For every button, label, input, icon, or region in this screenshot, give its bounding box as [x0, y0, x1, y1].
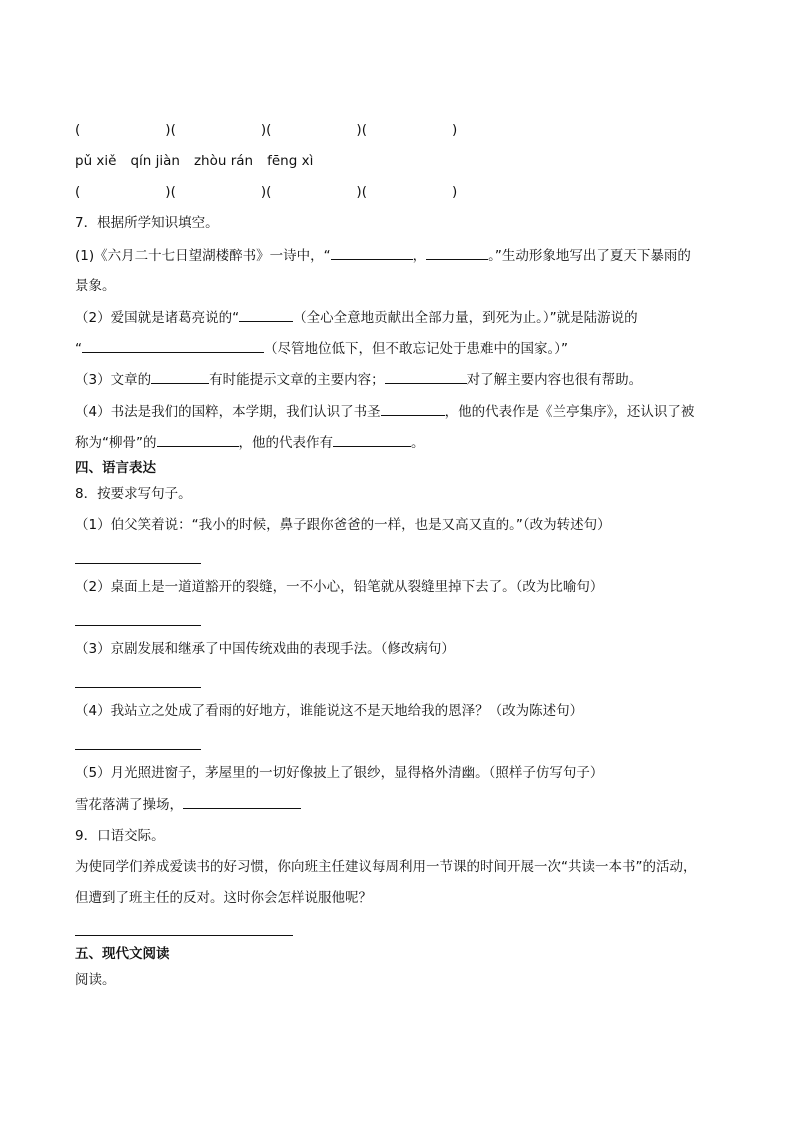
- q9-text-2: 但遭到了班主任的反对。这时你会怎样说服他呢？: [75, 890, 372, 906]
- answer-blank[interactable]: [333, 432, 411, 447]
- answer-blank[interactable]: [183, 794, 301, 809]
- q8-item-5-example: 雪花落满了操场，: [75, 794, 724, 815]
- q7-item-1-cont: 景象。: [75, 278, 116, 294]
- answer-blank[interactable]: [381, 401, 445, 416]
- answer-line[interactable]: [75, 625, 201, 626]
- pinyin-word: zhòu rán: [193, 153, 254, 169]
- q7-item-4: （4）书法是我们的国粹，本学期，我们认识了书圣 ，他的代表作是《兰亭集序》，还认识了被: [75, 401, 724, 422]
- answer-line[interactable]: [75, 687, 201, 688]
- q8-item-1: （1）伯父笑着说：“我小的时候，鼻子跟你爸爸的一样，也是又高又直的。”（改为转述句）: [75, 517, 611, 533]
- answer-blank[interactable]: [157, 432, 239, 447]
- q7-item-2: （2）爱国就是诸葛亮说的“ （全心全意地贡献出全部力量，到死为止。）”就是陆游说的: [75, 307, 724, 328]
- answer-blank[interactable]: [239, 307, 293, 322]
- q8-item-3: （3）京剧发展和继承了中国传统戏曲的表现手法。（修改病句）: [75, 641, 455, 657]
- q7-item-4-cont: 称为“柳骨”的 ，他的代表作有 。: [75, 432, 724, 453]
- answer-line[interactable]: [75, 563, 201, 564]
- answer-line[interactable]: [75, 749, 201, 750]
- q7-item-2-cont: “ （尽管地位低下，但不敢忘记处于患难中的国家。）”: [75, 338, 724, 359]
- answer-blank[interactable]: [151, 369, 209, 384]
- pinyin-row: [75, 151, 724, 171]
- q7-item-1: (1)《六月二十七日望湖楼醉书》一诗中，“ ， 。”生动形象地写出了夏天下暴雨的: [75, 245, 724, 266]
- q8-item-2: （2）桌面上是一道道豁开的裂缝，一不小心，铅笔就从裂缝里掉下去了。（改为比喻句）: [75, 579, 604, 595]
- answer-blank[interactable]: [385, 369, 467, 384]
- answer-blank[interactable]: [82, 338, 264, 353]
- q9-text-1: 为使同学们养成爱读书的好习惯，你向班主任建议每周利用一节课的时间开展一次“共读一本书”的活动，: [75, 859, 697, 875]
- q8-item-4: （4）我站立之处成了看雨的好地方，谁能说这不是天地给我的恩泽？（改为陈述句）: [75, 703, 584, 719]
- question-7-title: 7．根据所学知识填空。: [75, 215, 219, 231]
- answer-blank[interactable]: [331, 245, 413, 260]
- blank-paren-row-2: ( )( )( )( ): [75, 184, 458, 200]
- q7-item-3: （3）文章的 有时能提示文章的主要内容； 对了解主要内容也很有帮助。: [75, 369, 724, 390]
- pinyin-word: qín jiàn: [130, 153, 180, 169]
- reading-label: 阅读。: [75, 972, 116, 988]
- blank-paren-row-1: ( )( )( )( ): [75, 122, 458, 138]
- section-heading-5: 五、现代文阅读: [75, 946, 170, 962]
- pinyin-word: pǔ xiě: [75, 153, 117, 169]
- pinyin-word: fēng xì: [267, 153, 314, 169]
- answer-line[interactable]: [75, 935, 293, 936]
- section-heading-4: 四、语言表达: [75, 460, 156, 476]
- question-9-title: 9．口语交际。: [75, 828, 165, 844]
- q8-item-5: （5）月光照进窗子，茅屋里的一切好像披上了银纱，显得格外清幽。（照样子仿写句子）: [75, 765, 604, 781]
- answer-blank[interactable]: [426, 245, 488, 260]
- question-8-title: 8．按要求写句子。: [75, 486, 192, 502]
